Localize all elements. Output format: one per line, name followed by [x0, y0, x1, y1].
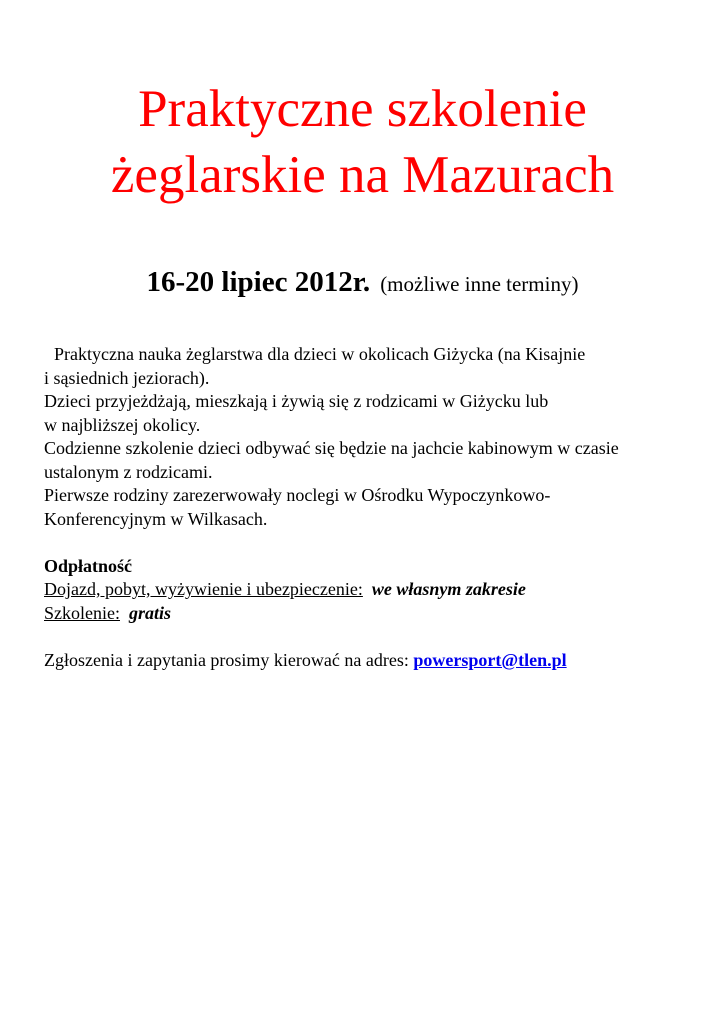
fee-item-travel-label: Dojazd, pobyt, wyżywienie i ubezpieczenie: [44, 579, 363, 599]
fee-item-training [44, 602, 684, 626]
contact-text: Zgłoszenia i zapytania prosimy kierować na adres: [44, 649, 409, 670]
event-date-note: (możliwe inne terminy) [380, 272, 579, 296]
spacer [44, 625, 684, 649]
contact-email-link[interactable]: powersport@tlen.pl [413, 649, 567, 670]
page-title [0, 76, 725, 208]
description-line: i sąsiednich jeziorach). [44, 367, 210, 388]
fee-item-training-value: gratis [128, 602, 171, 623]
fee-item-travel [44, 578, 684, 602]
description-line: Pierwsze rodziny zarezerwowały noclegi w Ośrodku Wypoczynkowo- [44, 485, 551, 505]
description-line: w najbliższej okolicy. [44, 414, 201, 435]
spacer [44, 531, 684, 555]
fees-heading: Odpłatność [44, 555, 133, 576]
event-dates [0, 262, 725, 304]
title-line-1: Praktyczne szkolenie [138, 80, 587, 138]
contact-line [44, 649, 684, 673]
description-line: Praktyczna nauka żeglarstwa dla dzieci w okolicach Giżycka (na Kisajnie [54, 344, 586, 364]
description-line: Dzieci przyjeżdżają, mieszkają i żywią się z rodzicami w Giżycku lub [44, 391, 549, 411]
description-line: Codzienne szkolenie dzieci odbywać się będzie na jachcie kabinowym w czasie [44, 438, 619, 458]
description-line: ustalonym z rodzicami. [44, 461, 213, 482]
description-line: Konferencyjnym w Wilkasach. [44, 508, 268, 529]
fee-item-travel-value: we własnym zakresie [371, 579, 526, 599]
title-line-2: żeglarskie na Mazurach [110, 146, 615, 204]
event-date-range: 16-20 lipiec 2012r. [146, 266, 371, 298]
body-content [44, 343, 684, 672]
fee-item-training-label: Szkolenie: [44, 602, 120, 623]
